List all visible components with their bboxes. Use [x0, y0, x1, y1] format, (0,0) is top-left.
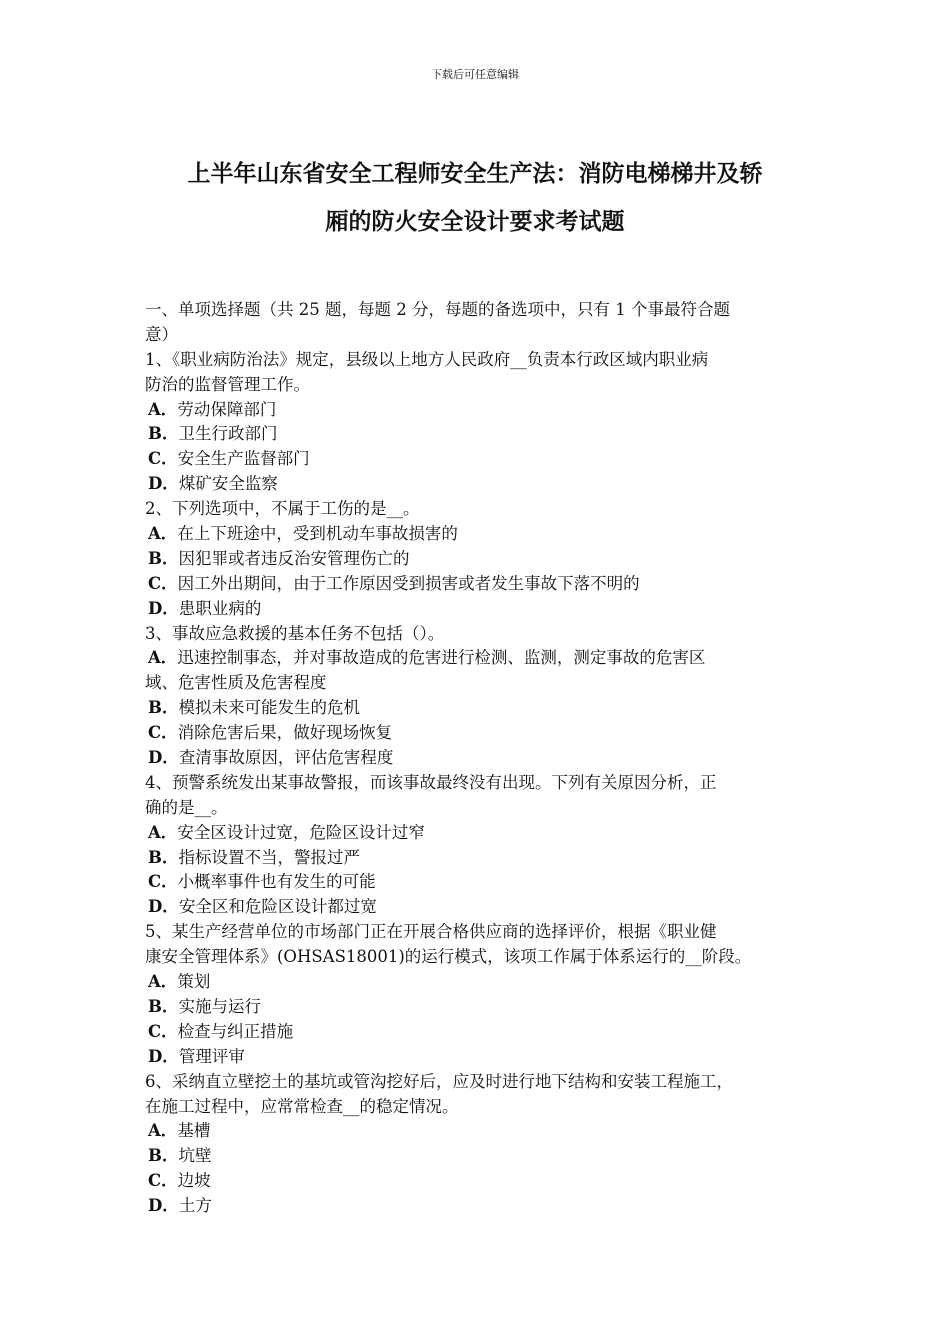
question-text: 2、下列选项中，不属于工伤的是__。 [145, 499, 420, 519]
option-c [145, 1169, 825, 1194]
option-text: 小概率事件也有发生的可能 [177, 872, 376, 892]
option-letter: B． [148, 847, 179, 867]
question-text: 在施工过程中，应常常检查__的稳定情况。 [145, 1096, 459, 1116]
option-letter: A． [148, 822, 178, 842]
option-d [145, 1045, 825, 1070]
question-1 [145, 348, 825, 497]
option-c [145, 447, 825, 472]
option-text: 安全区和危险区设计都过宽 [178, 897, 377, 917]
question-4 [145, 771, 825, 920]
option-text: 消除危害后果，做好现场恢复 [177, 723, 393, 743]
option-c [145, 721, 825, 746]
option-text: 策划 [177, 972, 211, 992]
option-d [145, 472, 825, 497]
exam-content [145, 298, 825, 1219]
option-letter: D． [148, 1046, 179, 1066]
option-letter: D． [148, 474, 179, 494]
option-text: 模拟未来可能发生的危机 [178, 698, 360, 718]
option-b [145, 1144, 825, 1169]
option-text: 卫生行政部门 [178, 424, 278, 444]
question-text: 6、采纳直立壁挖土的基坑或管沟挖好后，应及时进行地下结构和安装工程施工， [145, 1071, 733, 1091]
option-d [145, 597, 825, 622]
option-text: 煤矿安全监察 [178, 474, 278, 494]
option-text: 指标设置不当，警报过严 [178, 847, 360, 867]
option-a [145, 522, 825, 547]
question-text: 5、某生产经营单位的市场部门正在开展合格供应商的选择评价，根据《职业健 [145, 922, 717, 942]
option-text: 基槽 [177, 1121, 211, 1141]
question-2 [145, 497, 825, 621]
option-text: 患职业病的 [178, 598, 262, 618]
option-letter: A． [148, 1121, 178, 1141]
option-letter: D． [148, 748, 179, 768]
question-text: 防治的监督管理工作。 [145, 374, 310, 394]
option-letter: D． [148, 897, 179, 917]
option-text: 管理评审 [178, 1046, 245, 1066]
question-text: 康安全管理体系》(OHSAS18001)的运行模式，该项工作属于体系运行的__阶段。 [145, 947, 752, 967]
option-d [145, 746, 825, 771]
option-text: 边坡 [177, 1171, 211, 1191]
option-text: 查清事故原因，评估危害程度 [178, 748, 394, 768]
option-letter: A． [148, 972, 178, 992]
title-line-1: 上半年山东省安全工程师安全生产法：消防电梯梯井及轿 [187, 160, 763, 187]
question-text: 确的是__。 [145, 797, 228, 817]
option-text: 迅速控制事态，并对事故造成的危害进行检测、监测，测定事故的危害区 [177, 648, 706, 668]
option-d [145, 895, 825, 920]
option-letter: C． [148, 872, 178, 892]
option-b [145, 547, 825, 572]
option-letter: C． [148, 1021, 178, 1041]
option-a [145, 398, 825, 423]
option-letter: A． [148, 648, 178, 668]
option-letter: B． [148, 698, 179, 718]
question-text: 1、《职业病防治法》规定，县级以上地方人民政府__负责本行政区域内职业病 [145, 349, 709, 369]
option-a-continuation: 域、危害性质及危害程度 [145, 673, 327, 693]
title-line-2: 厢的防火安全设计要求考试题 [325, 208, 625, 235]
option-text: 在上下班途中，受到机动车事故损害的 [177, 524, 458, 544]
option-text: 劳动保障部门 [177, 399, 277, 419]
option-text: 土方 [178, 1196, 212, 1216]
option-letter: D． [148, 598, 179, 618]
option-letter: C． [148, 449, 178, 469]
option-letter: C． [148, 573, 178, 593]
option-letter: A． [148, 399, 178, 419]
option-a [145, 970, 825, 995]
option-b [145, 422, 825, 447]
question-3 [145, 622, 825, 771]
option-text: 安全区设计过宽，危险区设计过窄 [177, 822, 425, 842]
option-letter: B． [148, 424, 179, 444]
option-a [145, 1119, 825, 1144]
option-text: 实施与运行 [178, 996, 261, 1016]
option-letter: B． [148, 996, 179, 1016]
option-a [145, 821, 825, 846]
option-letter: A． [148, 524, 178, 544]
question-text: 3、事故应急救援的基本任务不包括（）。 [145, 623, 445, 643]
option-letter: B． [148, 548, 179, 568]
option-b [145, 995, 825, 1020]
option-letter: C． [148, 1171, 178, 1191]
question-5 [145, 920, 825, 1069]
option-text: 因犯罪或者违反治安管理伤亡的 [178, 548, 410, 568]
option-c [145, 1020, 825, 1045]
option-d [145, 1194, 825, 1219]
option-c [145, 870, 825, 895]
option-text: 坑壁 [178, 1146, 212, 1166]
header-note: 下载后可任意编辑 [431, 68, 519, 81]
option-letter: D． [148, 1196, 179, 1216]
section-heading-line-1: 一、单项选择题（共 25 题，每题 2 分，每题的备选项中，只有 1 个事最符合题 [145, 300, 730, 319]
option-a [145, 646, 825, 671]
section-heading-line-2: 意） [145, 324, 178, 344]
page-title [140, 150, 810, 246]
question-6 [145, 1070, 825, 1219]
question-text: 4、预警系统发出某事故警报，而该事故最终没有出现。下列有关原因分析，正 [145, 772, 717, 792]
option-letter: C． [148, 723, 178, 743]
option-text: 安全生产监督部门 [177, 449, 310, 469]
option-b [145, 696, 825, 721]
option-b [145, 846, 825, 871]
option-letter: B． [148, 1146, 179, 1166]
option-text: 因工外出期间，由于工作原因受到损害或者发生事故下落不明的 [177, 573, 640, 593]
option-text: 检查与纠正措施 [177, 1021, 294, 1041]
option-c [145, 572, 825, 597]
